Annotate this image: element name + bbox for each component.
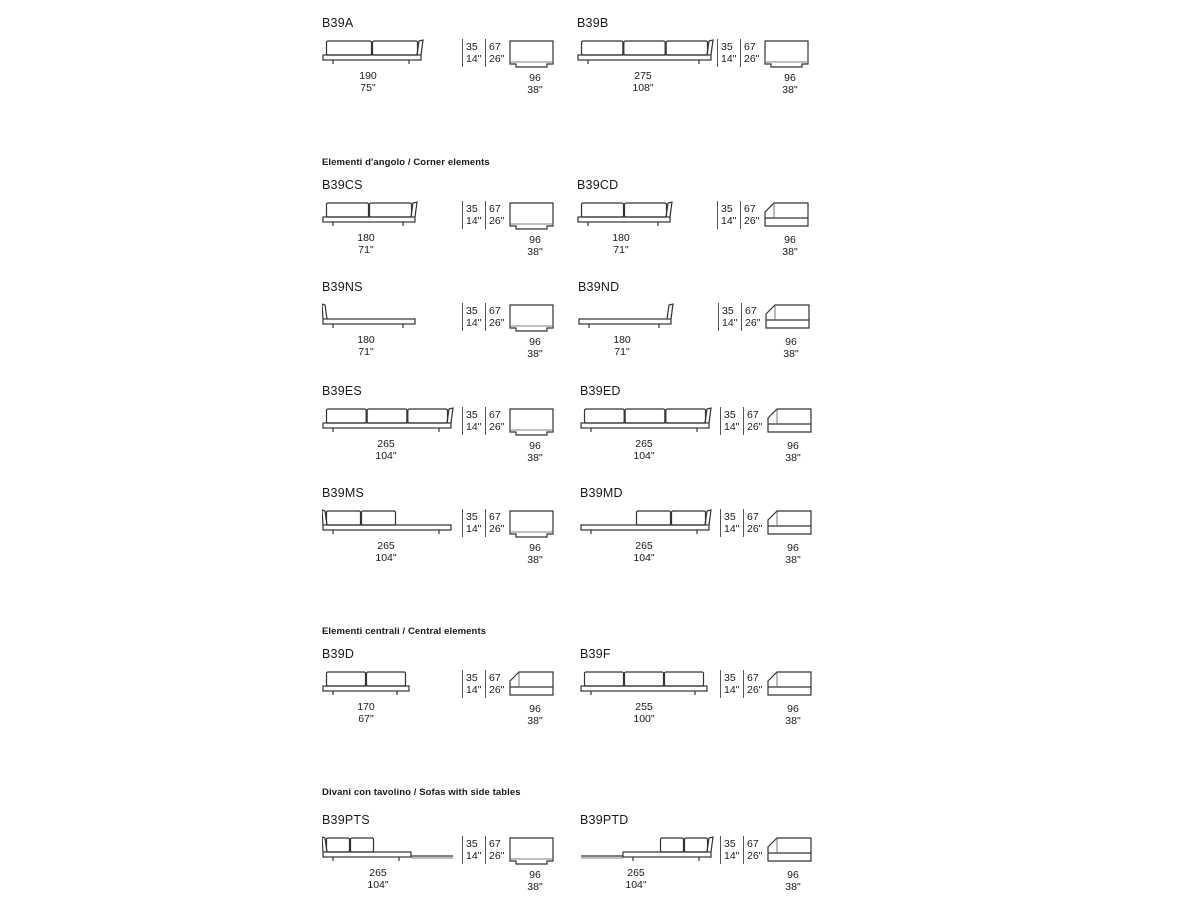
seat-height-inches: 14": [466, 684, 482, 696]
side-view: [763, 302, 813, 339]
module-b39ms: [322, 486, 572, 596]
overall-height-cm: 67: [489, 672, 501, 684]
seat-height: [724, 838, 739, 862]
seat-height-cm: 35: [466, 41, 478, 53]
seat-height-cm: 35: [466, 672, 478, 684]
depth-inches: 38": [527, 84, 543, 96]
overall-height: [489, 511, 504, 535]
front-view-drawing: [577, 38, 714, 70]
seat-height-cm: 35: [466, 203, 478, 215]
depth-cm: 96: [529, 72, 541, 84]
module-b39es: [322, 384, 572, 494]
module-b39ed: [580, 384, 830, 494]
seat-height-cm: 35: [724, 838, 736, 850]
side-view-drawing: [507, 406, 557, 438]
depth-inches: 38": [782, 84, 798, 96]
height-dimensions: [462, 303, 510, 331]
module-code: B39A: [322, 16, 354, 30]
side-view: [507, 508, 557, 545]
section-heading-side-tables: Divani con tavolino / Sofas with side tables: [322, 787, 521, 798]
depth-cm: 96: [529, 703, 541, 715]
side-view-drawing: [763, 302, 813, 334]
seat-height: [722, 305, 737, 329]
seat-height: [724, 511, 739, 535]
depth-dimension: [770, 703, 816, 727]
seat-height: [466, 409, 481, 433]
width-inches: 104": [633, 552, 655, 564]
width-dimension: [360, 867, 396, 891]
width-inches: 71": [614, 346, 630, 358]
width-inches: 75": [360, 82, 376, 94]
module-b39cd: [577, 178, 827, 288]
overall-height-inches: 26": [489, 850, 505, 862]
seat-height-inches: 14": [722, 317, 738, 329]
height-dimensions: [462, 670, 510, 698]
side-view-drawing: [765, 406, 815, 438]
depth-dimension: [767, 234, 813, 258]
depth-cm: 96: [529, 440, 541, 452]
width-dimension: [368, 540, 404, 564]
overall-height: [489, 838, 504, 862]
side-view-drawing: [507, 302, 557, 334]
side-view-drawing: [762, 200, 812, 232]
side-view-drawing: [507, 669, 557, 701]
overall-height-cm: 67: [745, 305, 757, 317]
depth-dimension: [512, 440, 558, 464]
seat-height: [721, 41, 736, 65]
overall-height-cm: 67: [747, 672, 759, 684]
overall-height-cm: 67: [489, 203, 501, 215]
side-view: [762, 38, 812, 75]
seat-height-inches: 14": [724, 850, 740, 862]
side-view: [507, 200, 557, 237]
width-inches: 71": [358, 346, 374, 358]
module-b39b: [577, 16, 827, 126]
depth-dimension: [512, 336, 558, 360]
module-code: B39D: [322, 647, 355, 661]
seat-height-inches: 14": [466, 850, 482, 862]
module-b39cs: [322, 178, 572, 288]
overall-height-inches: 26": [747, 684, 763, 696]
depth-inches: 38": [785, 554, 801, 566]
depth-cm: 96: [529, 542, 541, 554]
width-dimension: [350, 70, 386, 94]
overall-height: [489, 409, 504, 433]
depth-inches: 38": [785, 715, 801, 727]
module-code: B39B: [577, 16, 609, 30]
overall-height-inches: 26": [489, 53, 505, 65]
width-dimension: [604, 334, 640, 358]
width-dimension: [348, 701, 384, 725]
module-b39md: [580, 486, 830, 596]
seat-height-cm: 35: [721, 203, 733, 215]
seat-height-inches: 14": [466, 53, 482, 65]
seat-height: [466, 41, 481, 65]
front-view-drawing: [322, 38, 424, 70]
overall-height-inches: 26": [744, 53, 760, 65]
side-view-drawing: [765, 508, 815, 540]
width-inches: 104": [625, 879, 647, 891]
module-code: B39CS: [322, 178, 363, 192]
module-b39ptd: [580, 813, 830, 923]
overall-height-cm: 67: [489, 838, 501, 850]
overall-height-cm: 67: [744, 203, 756, 215]
seat-height-inches: 14": [466, 421, 482, 433]
overall-height-inches: 26": [745, 317, 761, 329]
width-cm: 170: [357, 701, 375, 713]
height-dimensions: [720, 509, 768, 537]
depth-inches: 38": [527, 348, 543, 360]
module-code: B39PTD: [580, 813, 629, 827]
width-inches: 104": [375, 450, 397, 462]
front-view-drawing: [580, 669, 710, 701]
seat-height-inches: 14": [466, 523, 482, 535]
height-dimensions: [720, 836, 768, 864]
overall-height-cm: 67: [489, 409, 501, 421]
overall-height: [745, 305, 760, 329]
depth-dimension: [512, 542, 558, 566]
seat-height-inches: 14": [721, 215, 737, 227]
overall-height-cm: 67: [489, 41, 501, 53]
module-code: B39CD: [577, 178, 619, 192]
height-dimensions: [462, 407, 510, 435]
front-view-drawing: [322, 200, 418, 232]
seat-height: [724, 672, 739, 696]
module-code: B39MD: [580, 486, 623, 500]
depth-inches: 38": [527, 452, 543, 464]
width-cm: 190: [359, 70, 377, 82]
overall-height-inches: 26": [744, 215, 760, 227]
overall-height-inches: 26": [489, 523, 505, 535]
side-view: [765, 508, 815, 545]
overall-height: [747, 838, 762, 862]
overall-height-inches: 26": [489, 215, 505, 227]
front-view-drawing: [322, 835, 456, 867]
width-inches: 100": [633, 713, 655, 725]
front-view-drawing: [322, 406, 454, 438]
width-cm: 180: [357, 334, 375, 346]
width-inches: 104": [633, 450, 655, 462]
depth-dimension: [770, 440, 816, 464]
module-b39f: [580, 647, 830, 757]
overall-height: [747, 409, 762, 433]
overall-height-inches: 26": [489, 684, 505, 696]
height-dimensions: [717, 201, 765, 229]
width-dimension: [618, 867, 654, 891]
depth-inches: 38": [782, 246, 798, 258]
overall-height-cm: 67: [744, 41, 756, 53]
side-view: [765, 406, 815, 443]
depth-cm: 96: [785, 336, 797, 348]
width-inches: 71": [613, 244, 629, 256]
seat-height-cm: 35: [466, 511, 478, 523]
depth-dimension: [512, 703, 558, 727]
depth-inches: 38": [785, 452, 801, 464]
seat-height: [721, 203, 736, 227]
depth-cm: 96: [784, 72, 796, 84]
module-b39d: [322, 647, 572, 757]
width-cm: 265: [369, 867, 387, 879]
width-cm: 275: [634, 70, 652, 82]
depth-cm: 96: [784, 234, 796, 246]
seat-height: [466, 305, 481, 329]
module-b39pts: [322, 813, 572, 923]
depth-cm: 96: [787, 869, 799, 881]
seat-height-cm: 35: [466, 409, 478, 421]
height-dimensions: [462, 509, 510, 537]
width-dimension: [626, 540, 662, 564]
width-dimension: [368, 438, 404, 462]
module-code: B39PTS: [322, 813, 370, 827]
width-inches: 104": [367, 879, 389, 891]
height-dimensions: [717, 39, 765, 67]
overall-height-cm: 67: [747, 511, 759, 523]
seat-height: [466, 672, 481, 696]
overall-height-inches: 26": [747, 523, 763, 535]
overall-height: [744, 41, 759, 65]
front-view-drawing: [580, 406, 712, 438]
overall-height: [489, 672, 504, 696]
overall-height-cm: 67: [747, 409, 759, 421]
side-view-drawing: [507, 835, 557, 867]
overall-height: [747, 672, 762, 696]
depth-dimension: [768, 336, 814, 360]
height-dimensions: [462, 201, 510, 229]
width-dimension: [625, 70, 661, 94]
side-view: [762, 200, 812, 237]
front-view-drawing: [322, 508, 454, 540]
seat-height-inches: 14": [724, 421, 740, 433]
front-view-drawing: [322, 302, 418, 334]
overall-height-inches: 26": [747, 421, 763, 433]
seat-height-inches: 14": [724, 684, 740, 696]
depth-inches: 38": [527, 554, 543, 566]
seat-height-cm: 35: [466, 838, 478, 850]
seat-height: [466, 838, 481, 862]
module-code: B39ED: [580, 384, 621, 398]
side-view: [765, 669, 815, 706]
front-view-drawing: [578, 302, 674, 334]
width-inches: 67": [358, 713, 374, 725]
depth-cm: 96: [787, 440, 799, 452]
depth-dimension: [770, 542, 816, 566]
height-dimensions: [720, 670, 768, 698]
seat-height-inches: 14": [466, 317, 482, 329]
module-code: B39MS: [322, 486, 364, 500]
width-cm: 265: [377, 438, 395, 450]
width-cm: 180: [613, 334, 631, 346]
width-cm: 255: [635, 701, 653, 713]
seat-height-cm: 35: [724, 409, 736, 421]
width-cm: 180: [357, 232, 375, 244]
seat-height-cm: 35: [466, 305, 478, 317]
depth-inches: 38": [527, 246, 543, 258]
width-dimension: [626, 438, 662, 462]
height-dimensions: [718, 303, 766, 331]
depth-inches: 38": [527, 881, 543, 893]
width-dimension: [603, 232, 639, 256]
side-view-drawing: [507, 38, 557, 70]
depth-cm: 96: [787, 542, 799, 554]
module-code: B39ES: [322, 384, 362, 398]
depth-cm: 96: [529, 336, 541, 348]
side-view: [507, 835, 557, 872]
section-heading-corner: Elementi d'angolo / Corner elements: [322, 157, 490, 168]
overall-height: [489, 41, 504, 65]
width-dimension: [626, 701, 662, 725]
overall-height-inches: 26": [489, 317, 505, 329]
width-inches: 104": [375, 552, 397, 564]
side-view: [507, 38, 557, 75]
overall-height: [489, 305, 504, 329]
side-view-drawing: [762, 38, 812, 70]
side-view-drawing: [765, 669, 815, 701]
seat-height-cm: 35: [724, 511, 736, 523]
side-view: [507, 669, 557, 706]
side-view: [507, 302, 557, 339]
overall-height-cm: 67: [489, 305, 501, 317]
height-dimensions: [462, 836, 510, 864]
height-dimensions: [720, 407, 768, 435]
side-view-drawing: [507, 200, 557, 232]
module-code: B39F: [580, 647, 611, 661]
width-cm: 265: [377, 540, 395, 552]
width-cm: 265: [627, 867, 645, 879]
overall-height-inches: 26": [747, 850, 763, 862]
width-inches: 71": [358, 244, 374, 256]
side-view-drawing: [507, 508, 557, 540]
overall-height: [744, 203, 759, 227]
seat-height: [466, 203, 481, 227]
depth-inches: 38": [527, 715, 543, 727]
overall-height-cm: 67: [747, 838, 759, 850]
side-view: [765, 835, 815, 872]
width-dimension: [348, 334, 384, 358]
module-b39nd: [578, 280, 828, 390]
width-cm: 180: [612, 232, 630, 244]
module-code: B39NS: [322, 280, 363, 294]
side-view: [507, 406, 557, 443]
front-view-drawing: [322, 669, 412, 701]
width-inches: 108": [632, 82, 654, 94]
depth-dimension: [767, 72, 813, 96]
seat-height-cm: 35: [722, 305, 734, 317]
section-heading-central: Elementi centrali / Central elements: [322, 626, 487, 637]
depth-inches: 38": [785, 881, 801, 893]
depth-dimension: [512, 234, 558, 258]
overall-height: [489, 203, 504, 227]
seat-height-inches: 14": [724, 523, 740, 535]
depth-cm: 96: [529, 234, 541, 246]
seat-height: [724, 409, 739, 433]
front-view-drawing: [580, 508, 712, 540]
width-cm: 265: [635, 438, 653, 450]
depth-cm: 96: [787, 703, 799, 715]
module-code: B39ND: [578, 280, 620, 294]
overall-height-inches: 26": [489, 421, 505, 433]
seat-height: [466, 511, 481, 535]
depth-dimension: [770, 869, 816, 893]
seat-height-inches: 14": [466, 215, 482, 227]
module-b39a: [322, 16, 572, 126]
depth-inches: 38": [783, 348, 799, 360]
side-view-drawing: [765, 835, 815, 867]
seat-height-cm: 35: [724, 672, 736, 684]
front-view-drawing: [577, 200, 673, 232]
width-cm: 265: [635, 540, 653, 552]
front-view-drawing: [580, 835, 714, 867]
height-dimensions: [462, 39, 510, 67]
module-b39ns: [322, 280, 572, 390]
depth-dimension: [512, 869, 558, 893]
overall-height-cm: 67: [489, 511, 501, 523]
overall-height: [747, 511, 762, 535]
depth-dimension: [512, 72, 558, 96]
seat-height-inches: 14": [721, 53, 737, 65]
width-dimension: [348, 232, 384, 256]
seat-height-cm: 35: [721, 41, 733, 53]
depth-cm: 96: [529, 869, 541, 881]
